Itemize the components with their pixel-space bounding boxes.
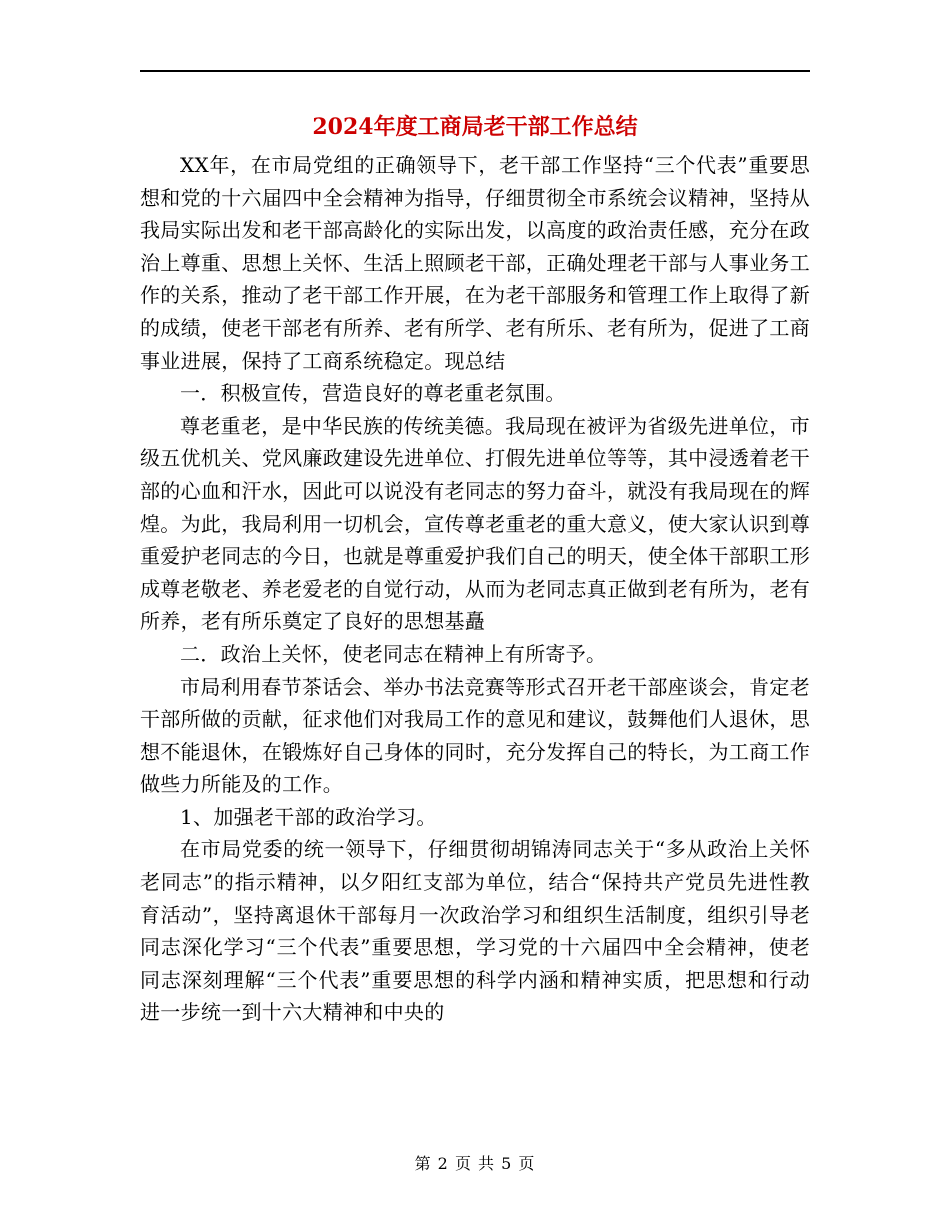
paragraph-intro: XX年，在市局党组的正确领导下，老干部工作坚持“三个代表”重要思想和党的十六届四中全会精神为指导，仔细贯彻全市系统会议精神，坚持从我局实际出发和老干部高龄化的实际出发，以高度的政治责任感，充分在政治上尊重、思想上关怀、生活上照顾老干部，正确处理老干部与人事业务工作的关系，推动了老干部工作开展，在为老干部服务和管理工作上取得了新的成绩，使老干部老有所养、老有所学、老有所乐、老有所为，促进了工商事业进展，保持了工商系统稳定。现总结 <box>140 153 810 373</box>
header-rule <box>140 70 810 72</box>
document-title: 2024年度工商局老干部工作总结 <box>312 114 638 140</box>
paragraph-subsection-1: 在市局党委的统一领导下，仔细贯彻胡锦涛同志关于“多从政治上关怀老同志”的指示精神，以夕阳红支部为单位，结合“保持共产党员先进性教育活动”，坚持离退休干部每月一次政治学习和组织生活制度，组织引导老同志深化学习“三个代表”重要思想，学习党的十六届四中全会精神，使老同志深刻理解“三个代表”重要思想的科学内涵和精神实质，把思想和行动进一步统一到十六大精神和中央的 <box>140 837 810 1025</box>
section-heading-1: 一．积极宣传，营造良好的尊老重老氛围。 <box>180 381 566 406</box>
paragraph-section-2: 市局利用春节茶话会、举办书法竞赛等形式召开老干部座谈会，肯定老干部所做的贡献，征求他们对我局工作的意见和建议，鼓舞他们人退休，思想不能退休，在锻炼好自己身体的同时，充分发挥自己的特长，为工商工作做些力所能及的工作。 <box>140 674 810 797</box>
document-body <box>140 149 810 1029</box>
page-number-footer: 第 2 页 共 5 页 <box>414 1154 536 1173</box>
section-heading-2: 二．政治上关怀，使老同志在精神上有所寄予。 <box>180 641 607 666</box>
paragraph-section-1: 尊老重老，是中华民族的传统美德。我局现在被评为省级先进单位，市级五优机关、党风廉政建设先进单位、打假先进单位等等，其中浸透着老干部的心血和汗水，因此可以说没有老同志的努力奋斗，就没有我局现在的辉煌。为此，我局利用一切机会，宣传尊老重老的重大意义，使大家认识到尊重爱护老同志的今日，也就是尊重爱护我们自己的明天，使全体干部职工形成尊老敬老、养老爱老的自觉行动，从而为老同志真正做到老有所为，老有所养，老有所乐奠定了良好的思想基矗 <box>140 413 810 634</box>
subsection-heading-1: 1、加强老干部的政治学习。 <box>180 804 437 829</box>
